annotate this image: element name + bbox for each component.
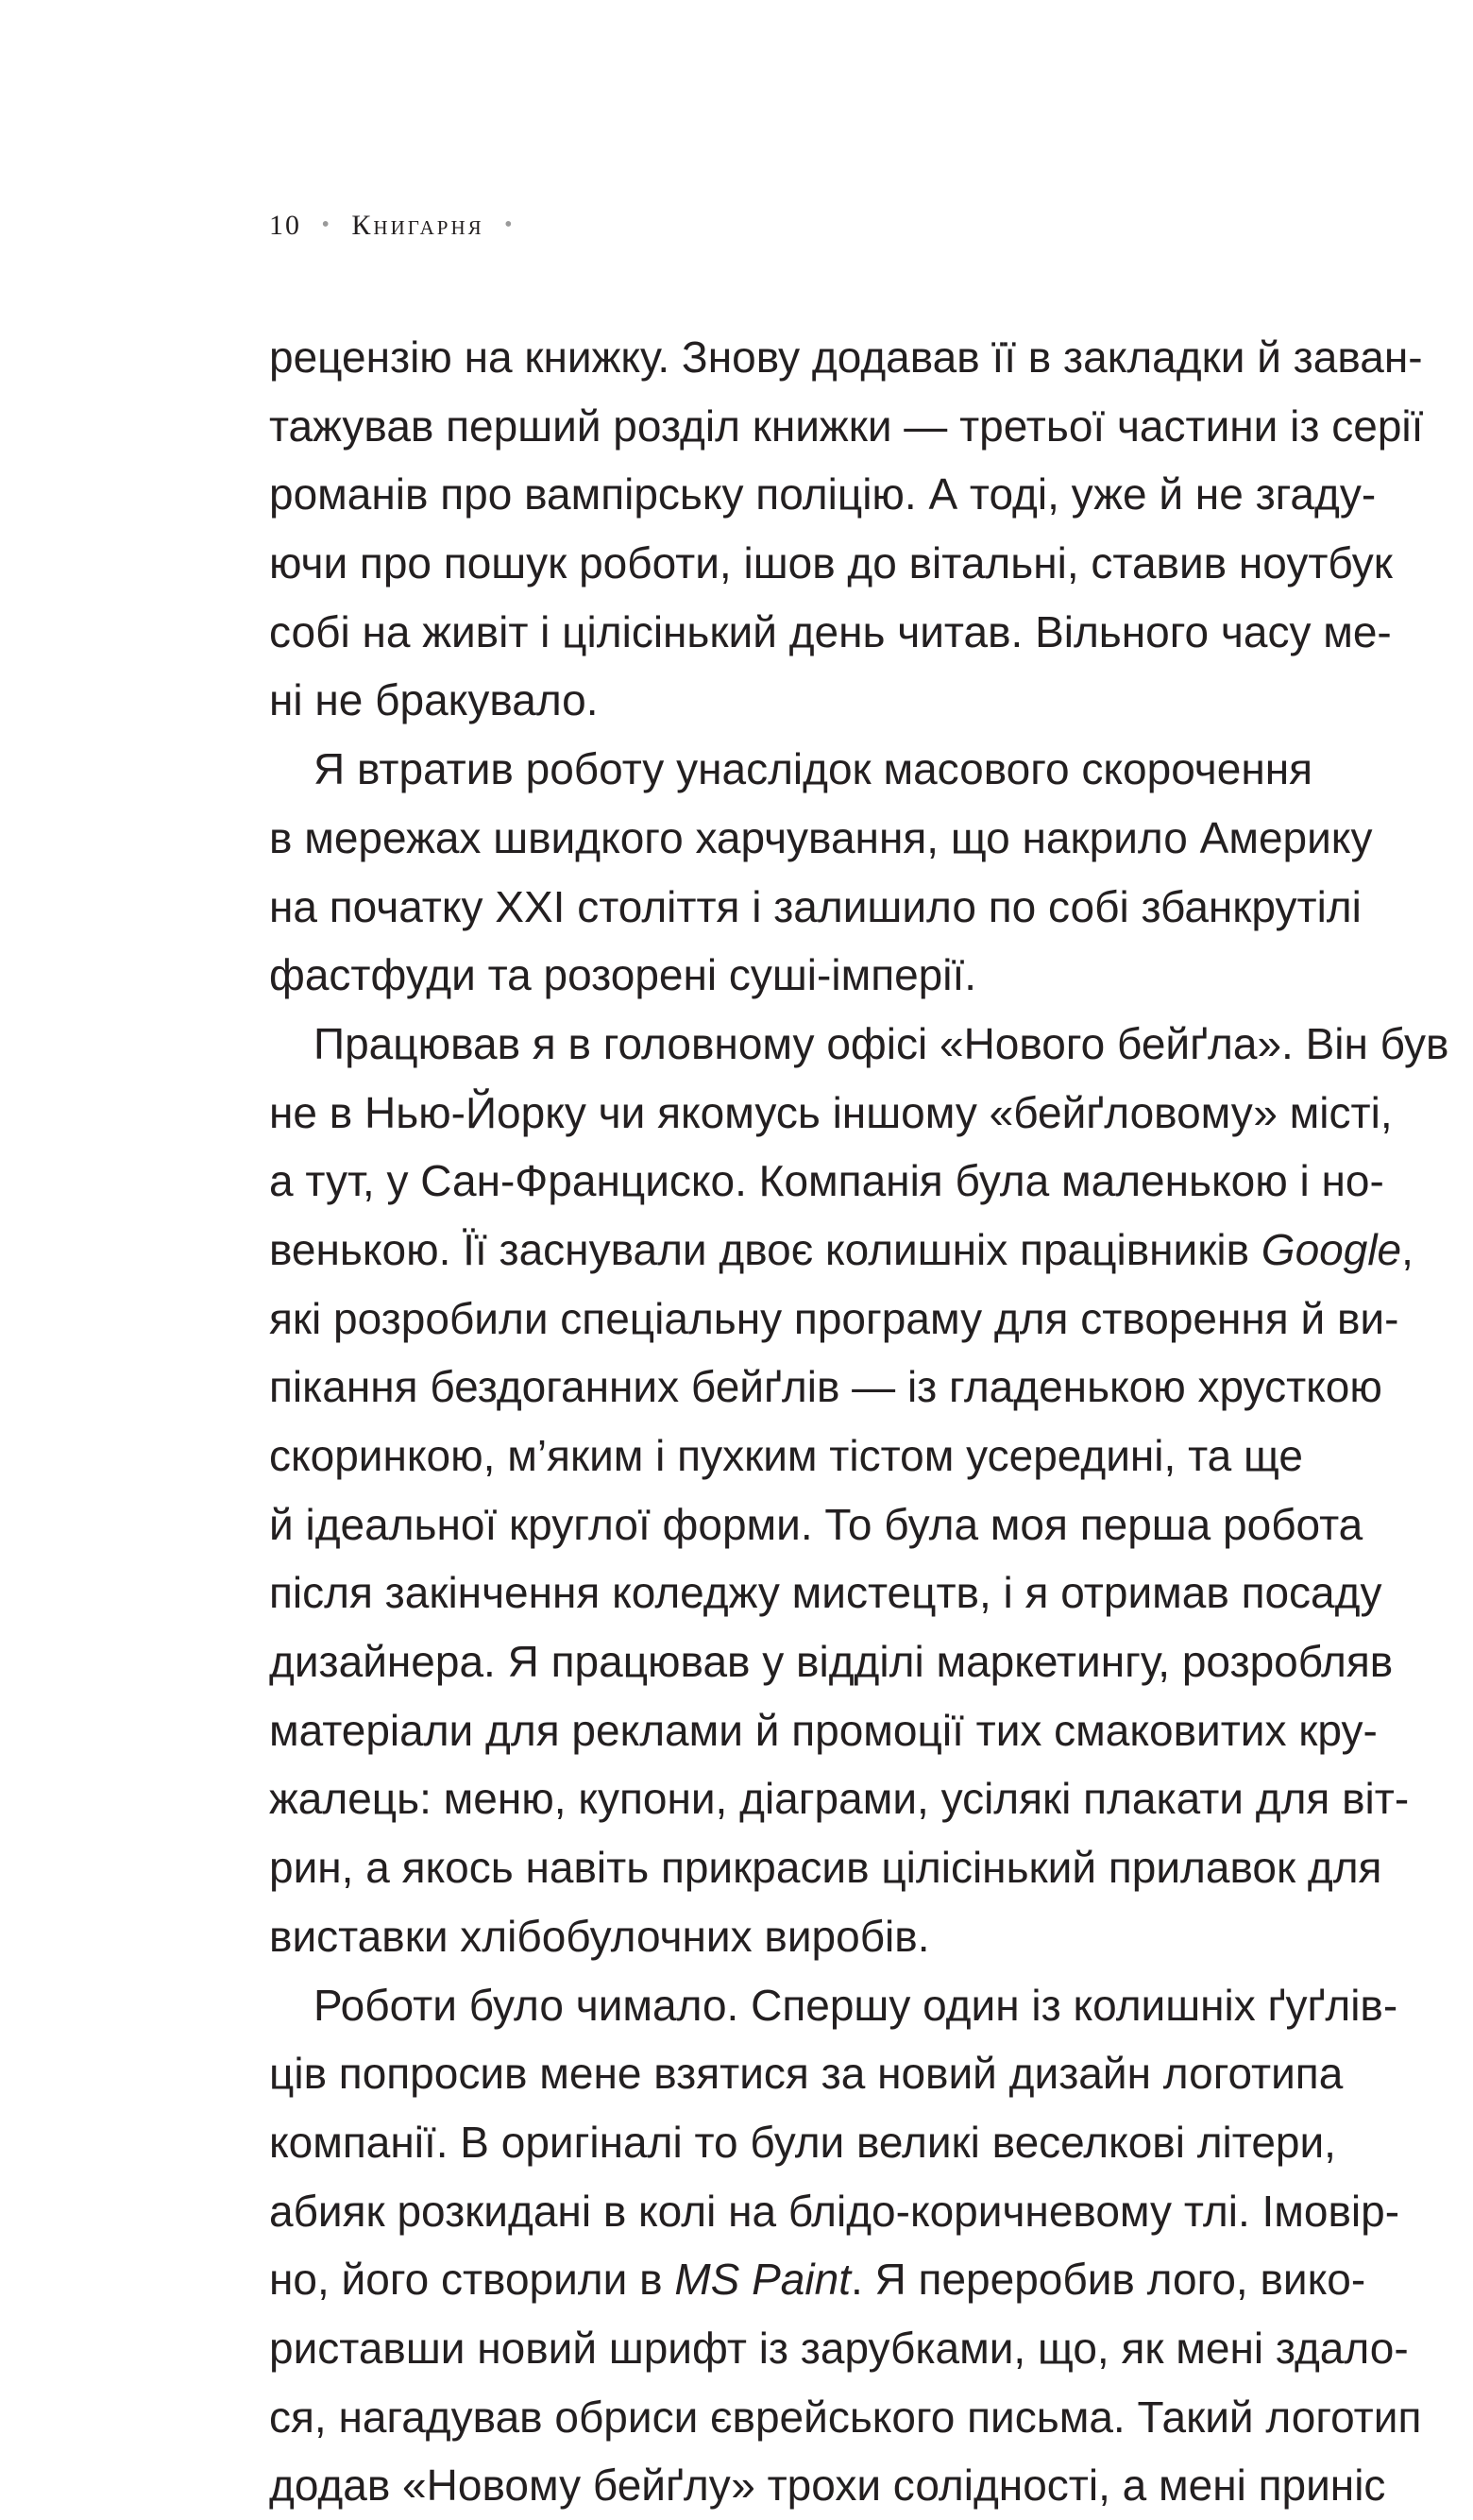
body-text bbox=[269, 323, 1449, 2520]
text-line: які розробили спеціальну програму для створення й ви- bbox=[269, 1293, 1399, 1343]
text-line: абияк розкидані в колі на блідо-коричневому тлі. Імовір- bbox=[269, 2186, 1400, 2236]
text-line: на початку XXI століття і залишило по собі збанкрутілі bbox=[269, 881, 1362, 931]
text-line: рецензію на книжку. Знову додавав її в закладки й заван- bbox=[269, 332, 1423, 382]
text-segment: венькою. Її заснували двоє колишніх працівників bbox=[269, 1224, 1261, 1274]
text-line: собі на живіт і цілісінький день читав. Вільного часу ме- bbox=[269, 606, 1392, 656]
italic-term: MS Paint bbox=[674, 2255, 851, 2305]
running-header bbox=[269, 210, 526, 242]
text-line: ні не бракувало. bbox=[269, 675, 599, 725]
text-line: й ідеальної круглої форми. То була моя перша робота bbox=[269, 1499, 1363, 1549]
running-title: Книгарня bbox=[351, 210, 484, 241]
header-bullet: • bbox=[321, 213, 331, 237]
text-line: пікання бездоганних бейґлів — із гладенькою хрусткою bbox=[269, 1362, 1382, 1412]
text-line: а тут, у Сан-Франциско. Компанія була маленькою і но- bbox=[269, 1156, 1384, 1206]
text-line: жалець: меню, купони, діаграми, усілякі плакати для віт- bbox=[269, 1774, 1410, 1824]
page-number: 10 bbox=[269, 210, 301, 241]
text-line: Роботи було чимало. Спершу один із колишніх ґуґлів- bbox=[313, 1980, 1398, 2030]
text-line: матеріали для реклами й промоції тих смаковитих кру- bbox=[269, 1705, 1378, 1755]
text-line: дизайнера. Я працював у відділі маркетингу, розробляв bbox=[269, 1637, 1394, 1687]
text-line: романів про вампірську поліцію. А тоді, уже й не згаду- bbox=[269, 469, 1377, 519]
text-line: рин, а якось навіть прикрасив цілісінький прилавок для bbox=[269, 1843, 1382, 1893]
text-line: скоринкою, м’яким і пухким тістом усередині, та ще bbox=[269, 1431, 1303, 1480]
text-line bbox=[269, 2245, 1366, 2314]
text-line: виставки хлібобулочних виробів. bbox=[269, 1911, 930, 1961]
text-line: Працював я в головному офісі «Нового бейґла». Він був bbox=[313, 1018, 1449, 1068]
text-line: в мережах швидкого харчування, що накрило Америку bbox=[269, 812, 1373, 862]
text-line bbox=[269, 1216, 1414, 1285]
text-line: риставши новий шрифт із зарубками, що, як мені здало- bbox=[269, 2323, 1409, 2373]
text-line: ців попросив мене взятися за новий дизайн логотипа bbox=[269, 2049, 1344, 2099]
text-line: ся, нагадував обриси єврейського письма. Такий логотип bbox=[269, 2392, 1422, 2442]
text-line: Я втратив роботу унаслідок масового скорочення bbox=[313, 744, 1313, 794]
text-line: тажував перший розділ книжки — третьої частини із серії bbox=[269, 400, 1424, 451]
text-line: компанії. В оригіналі то були великі веселкові літери, bbox=[269, 2117, 1336, 2167]
text-segment: . Я переробив лого, вико- bbox=[850, 2255, 1366, 2305]
text-line: після закінчення коледжу мистецтв, і я отримав посаду bbox=[269, 1568, 1382, 1618]
text-line: фастфуди та розорені суші-імперії. bbox=[269, 950, 977, 1000]
text-segment: , bbox=[1401, 1224, 1414, 1274]
text-line: додав «Новому бейґлу» трохи солідності, а мені приніс bbox=[269, 2460, 1386, 2511]
text-line: ючи про пошук роботи, ішов до вітальні, ставив ноутбук bbox=[269, 538, 1393, 588]
italic-term: Google bbox=[1261, 1224, 1402, 1274]
text-segment: но, його створили в bbox=[269, 2255, 675, 2305]
header-bullet-trailing: • bbox=[504, 213, 515, 237]
text-line: не в Нью-Йорку чи якомусь іншому «бейґловому» місті, bbox=[269, 1087, 1393, 1137]
